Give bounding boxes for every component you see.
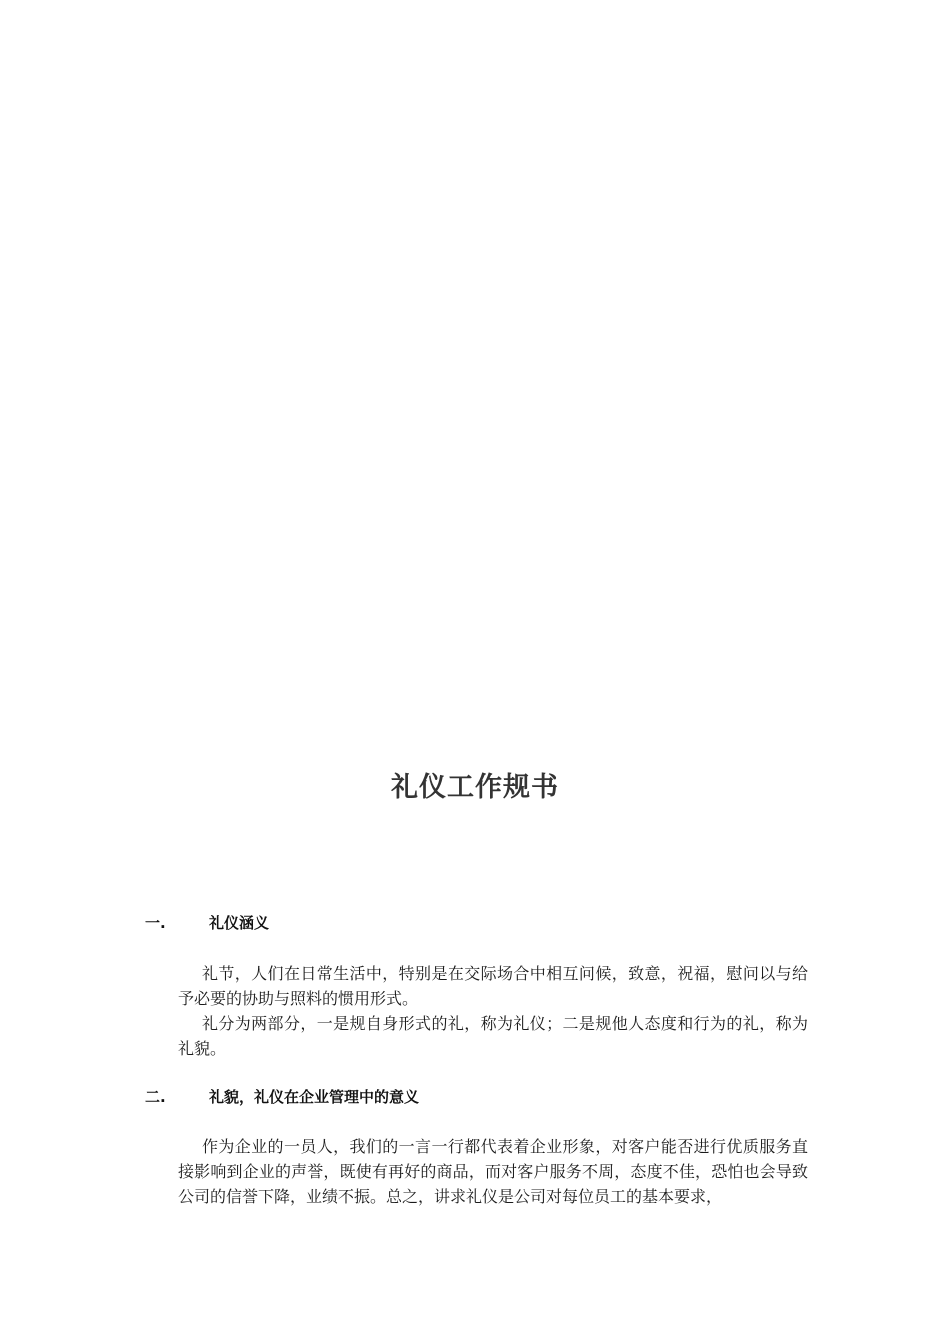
section-heading-1: [145, 912, 269, 934]
section-heading-2: [145, 1086, 419, 1108]
document-title: 礼仪工作规书: [391, 772, 559, 803]
section-number: 一.: [145, 914, 166, 932]
section-title: 礼仪涵义: [209, 914, 270, 932]
section-title: 礼貌，礼仪在企业管理中的意义: [209, 1088, 420, 1106]
paragraph: 礼分为两部分，一是规自身形式的礼，称为礼仪；二是规他人态度和行为的礼，称为礼貌。: [178, 1014, 808, 1058]
section-number: 二.: [145, 1088, 166, 1106]
paragraph: 礼节，人们在日常生活中，特别是在交际场合中相互问候，致意，祝福，慰问以与给予必要的协助与照料的惯用形式。: [178, 964, 808, 1008]
paragraph: 作为企业的一员人，我们的一言一行都代表着企业形象，对客户能否进行优质服务直接影响到企业的声誉，既使有再好的商品，而对客户服务不周，态度不佳，恐怕也会导致公司的信誉下降，业绩不振。总之，讲求礼仪是公司对每位员工的基本要求，: [178, 1137, 808, 1206]
